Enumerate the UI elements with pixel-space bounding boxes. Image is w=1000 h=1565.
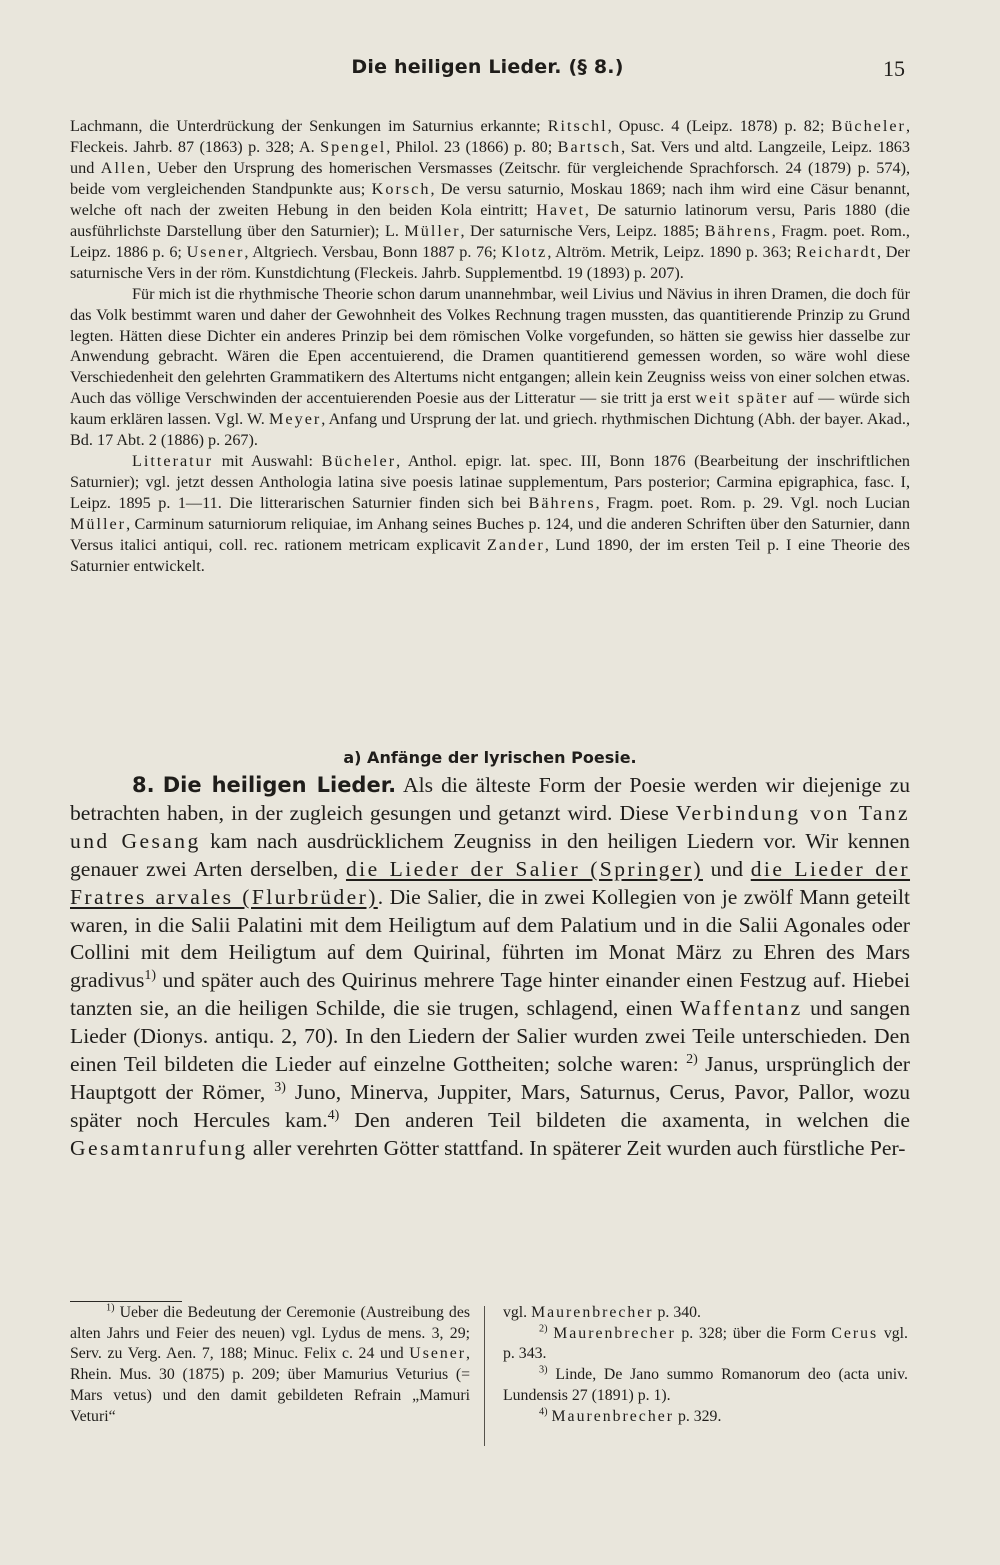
footnote-1-continued: [503, 1303, 908, 1324]
text-run: , De saturnio latinorum versu, Paris 1880 (die ausführlichste Darstellung über den Saturnier); L.: [70, 200, 910, 240]
author-name: Meyer: [269, 410, 322, 429]
emphasis: Verbindung von Tanz und Gesang: [70, 800, 910, 853]
text-run: , De versu saturnio, Moskau 1869; nach ihm wird eine Cäsur benannt, welche oft nach der zweiten Hebung in den beiden Kola eintritt;: [70, 179, 911, 219]
text-run: Juno, Minerva, Juppiter, Mars, Saturnus, Cerus, Pavor, Pallor, wozu später noch Hercules kam.: [70, 1079, 911, 1132]
footnote-4: [503, 1407, 908, 1428]
text-run: , Carminum saturniorum reliquiae, im Anhang seines Buches p. 124, und die anderen Schriften über den Saturnier, dann Versus italici antiqui, coll. rec. rationem metricam explicavit: [70, 515, 910, 555]
page-number: 15: [883, 56, 905, 81]
author-name: Ritschl: [547, 117, 608, 135]
section-heading: a) Anfänge der lyrischen Poesie.: [343, 748, 637, 767]
author-name: Müller: [70, 515, 127, 534]
text-run: , Anfang und Ursprung der lat. und griech. rhythmischen Dichtung (Abh. der bayer. Akad., Bd. 17 Abt. 2 (1886) p. 267).: [70, 410, 910, 450]
text-run: Als die älteste Form der Poesie werden wir diejenige zu betrachten haben, in der zugleich gesungen und getanzt wird. Diese: [70, 773, 910, 825]
text-run: p. 340.: [653, 1304, 701, 1321]
emphasis-underlined: die Lieder der Salier (Springer): [345, 856, 703, 881]
author-name: Korsch: [371, 179, 431, 198]
text-run: vgl. p. 343.: [503, 1324, 908, 1363]
footnote-3: [503, 1365, 908, 1406]
text-run: . Die Salier, die in zwei Kollegien von je zwölf Mann geteilt waren, in die Salii Palatini mit dem Heiligtum auf dem Palatium und in die Salii Agonales oder Collini mit dem Heiligtum auf dem Quirinal, führten im Monat März zu Ehren des Mars gradivus: [70, 884, 910, 993]
footnote-ref: 3): [274, 1078, 286, 1095]
text-run: und sangen Lieder (Dionys. antiqu. 2, 70). In den Liedern der Salier wurden zwei Teile unterschieden. Den einen Teil bildeten die Lieder auf einzelne Gottheiten; solche waren:: [70, 996, 910, 1077]
text-run: , Anthol. epigr. lat. spec. III, Bonn 1876 (Bearbeitung der inschriftlichen Saturnier); vgl. jetzt dessen Anthologia latina sive poesis latinae supplementum, Pars posterior; Carmina epigraphica, fasc. I, Leipz. 1895 p. 1—11. Die litterarischen Saturnier finden sich bei: [70, 452, 910, 513]
main-body: [70, 772, 910, 1163]
footnote-column-divider: [484, 1306, 485, 1446]
text-run: , Opusc. 4 (Leipz. 1878) p. 82;: [607, 117, 832, 135]
text-run: , Der saturnische Vers, Leipz. 1885;: [460, 221, 705, 240]
text-run: und: [702, 856, 751, 881]
text-run: , Altgriech. Versbau, Bonn 1887 p. 76;: [244, 242, 502, 261]
author-name: Havet: [536, 200, 585, 219]
author-name: Usener: [409, 1345, 467, 1363]
footnote-ref: 1): [144, 967, 157, 984]
text-run: auf — würde sich kaum erklären lassen. Vgl. W.: [70, 389, 910, 429]
emphasis: Litteratur: [132, 452, 214, 471]
emphasis-underlined: die Lieder der Fratres arvales (Flurbrüder): [70, 856, 911, 909]
author-name: Bartsch: [557, 137, 622, 156]
footnote-marker: 3): [539, 1364, 548, 1376]
text-run: Für mich ist die rhythmische Theorie schon darum unannehmbar, weil Livius und Nävius in ihren Dramen, die doch für das Volk bestimmt waren und daher der Gewohnheit des Volkes Rechnung tragen mussten, das quantitierende Prinzip zu Grund legten. Hätten diese Dichter ein anderes Prinzip bei dem römischen Volke vorgefunden, so hätten sie gewiss hier dasselbe zur Anwendung gebracht. Wären die Epen accentuierend, die Dramen quantitierend gemessen worden, so wäre wohl diese Verschiedenheit den gelehrten Grammatikern des Altertums nicht entgangen; allein kein Zeugniss weiss von einer solchen etwas. Auch das völlige Verschwinden der accentuierenden Poesie aus der Litteratur — sie tritt ja erst: [70, 284, 910, 408]
author-name: Bücheler: [321, 452, 397, 471]
author-name: Maurenbrecher: [553, 1324, 676, 1342]
text-run: , Rhein. Mus. 30 (1875) p. 209; über Mamurius Veturius (= Mars vetus) und den damit gebildeten Refrain „Mamuri Veturi“: [70, 1345, 470, 1425]
literature-block: [70, 116, 910, 577]
text-run: , Fragm. poet. Rom. p. 29. Vgl. noch Lucian: [595, 494, 911, 513]
text-run: , Der saturnische Vers in der röm. Kunstdichtung (Fleckeis. Jahrb. Supplementbd. 19 (1893) p. 207).: [70, 242, 910, 282]
text-run: , Fragm. poet. Rom., Leipz. 1886 p. 6;: [70, 221, 910, 261]
footnote-rule: [70, 1301, 182, 1302]
theory-paragraph: [70, 284, 910, 452]
author-name: Spengel: [320, 137, 387, 156]
section-title: Die heiligen Lieder.: [162, 773, 397, 797]
page-header: [70, 56, 905, 88]
author-name: Bährens: [528, 494, 596, 513]
bibliography-paragraph: [70, 451, 910, 577]
text-run: p. 329.: [674, 1407, 722, 1425]
author-name: Müller: [404, 221, 461, 240]
text-run: Ueber die Bedeutung der Ceremonie (Austreibung des alten Jahrs und Feier des neuen) vgl. Lydus de mens. 3, 29; Serv. zu Verg. Aen. 7, 188; Minuc. Felix c. 24 und: [70, 1304, 470, 1363]
text-run: kam nach ausdrücklichem Zeugniss in den heiligen Liedern vor. Wir kennen genauer zwei Arten derselben,: [70, 828, 910, 881]
footnote-marker: 1): [106, 1302, 115, 1314]
text-run: und später auch des Quirinus mehrere Tage hinter einander einen Festzug auf. Hiebei tanzten sie, an die heiligen Schilde, die sie trugen, schlagend, einen: [70, 968, 910, 1021]
author-name: Maurenbrecher: [531, 1304, 654, 1321]
footnote-marker: 2): [539, 1323, 548, 1335]
footnotes-right: [503, 1303, 908, 1427]
text-run: aller verehrten Götter stattfand. In späterer Zeit wurden auch fürstliche Per-: [247, 1135, 906, 1160]
author-name: Bücheler: [831, 117, 906, 135]
footnote-ref: 2): [686, 1050, 698, 1067]
text-run: , Sat. Vers und altd. Langzeile, Leipz. 1863 und: [70, 137, 910, 177]
footnote-2: [503, 1324, 908, 1365]
footnote-ref: 4): [327, 1106, 340, 1123]
text-run: Linde, De Jano summo Romanorum deo (acta univ. Lundensis 27 (1891) p. 1).: [503, 1366, 908, 1404]
emphasis: Cerus: [831, 1324, 879, 1342]
footnote-1: [70, 1303, 470, 1427]
main-paragraph: [70, 772, 910, 1163]
text-run: , Fleckeis. Jahrb. 87 (1863) p. 328; A.: [70, 117, 910, 156]
section-number: 8.: [132, 773, 155, 797]
footnotes-left: [70, 1303, 470, 1427]
author-name: Zander: [486, 536, 545, 555]
author-name: Bährens: [704, 221, 772, 240]
author-name: Maurenbrecher: [551, 1407, 674, 1425]
author-name: Allen: [100, 158, 147, 177]
text-run: p. 328; über die Form: [675, 1324, 832, 1342]
author-name: Klotz: [501, 242, 548, 261]
text-run: mit Auswahl:: [213, 452, 322, 471]
text-run: Janus, ursprünglich der Hauptgott der Römer,: [70, 1052, 910, 1104]
text-run: vgl.: [503, 1304, 532, 1321]
author-name: Usener: [186, 242, 245, 261]
footnote-marker: 4): [539, 1406, 548, 1418]
emphasis: weit später: [695, 389, 789, 408]
literature-paragraph: [70, 116, 910, 284]
text-run: , Ueber den Ursprung des homerischen Versmasses (Zeitschr. für vergleichende Sprachforsch. 24 (1879) p. 574), beide vom vergleichenden Standpunkte aus;: [70, 158, 911, 198]
text-run: Den anderen Teil bildeten die axamenta, in welchen die: [339, 1107, 911, 1132]
text-run: , Philol. 23 (1866) p. 80;: [386, 137, 558, 156]
author-name: Reichardt: [796, 242, 878, 261]
emphasis: Gesamtanrufung: [70, 1135, 248, 1160]
running-title: Die heiligen Lieder. (§ 8.): [351, 56, 624, 78]
emphasis: Waffentanz: [680, 996, 803, 1021]
text-run: , Lund 1890, der im ersten Teil p. I eine Theorie des Saturnier entwickelt.: [70, 536, 910, 576]
text-run: , Altröm. Metrik, Leipz. 1890 p. 363;: [547, 242, 797, 261]
text-run: Lachmann, die Unterdrückung der Senkungen im Saturnius erkannte;: [70, 117, 548, 135]
